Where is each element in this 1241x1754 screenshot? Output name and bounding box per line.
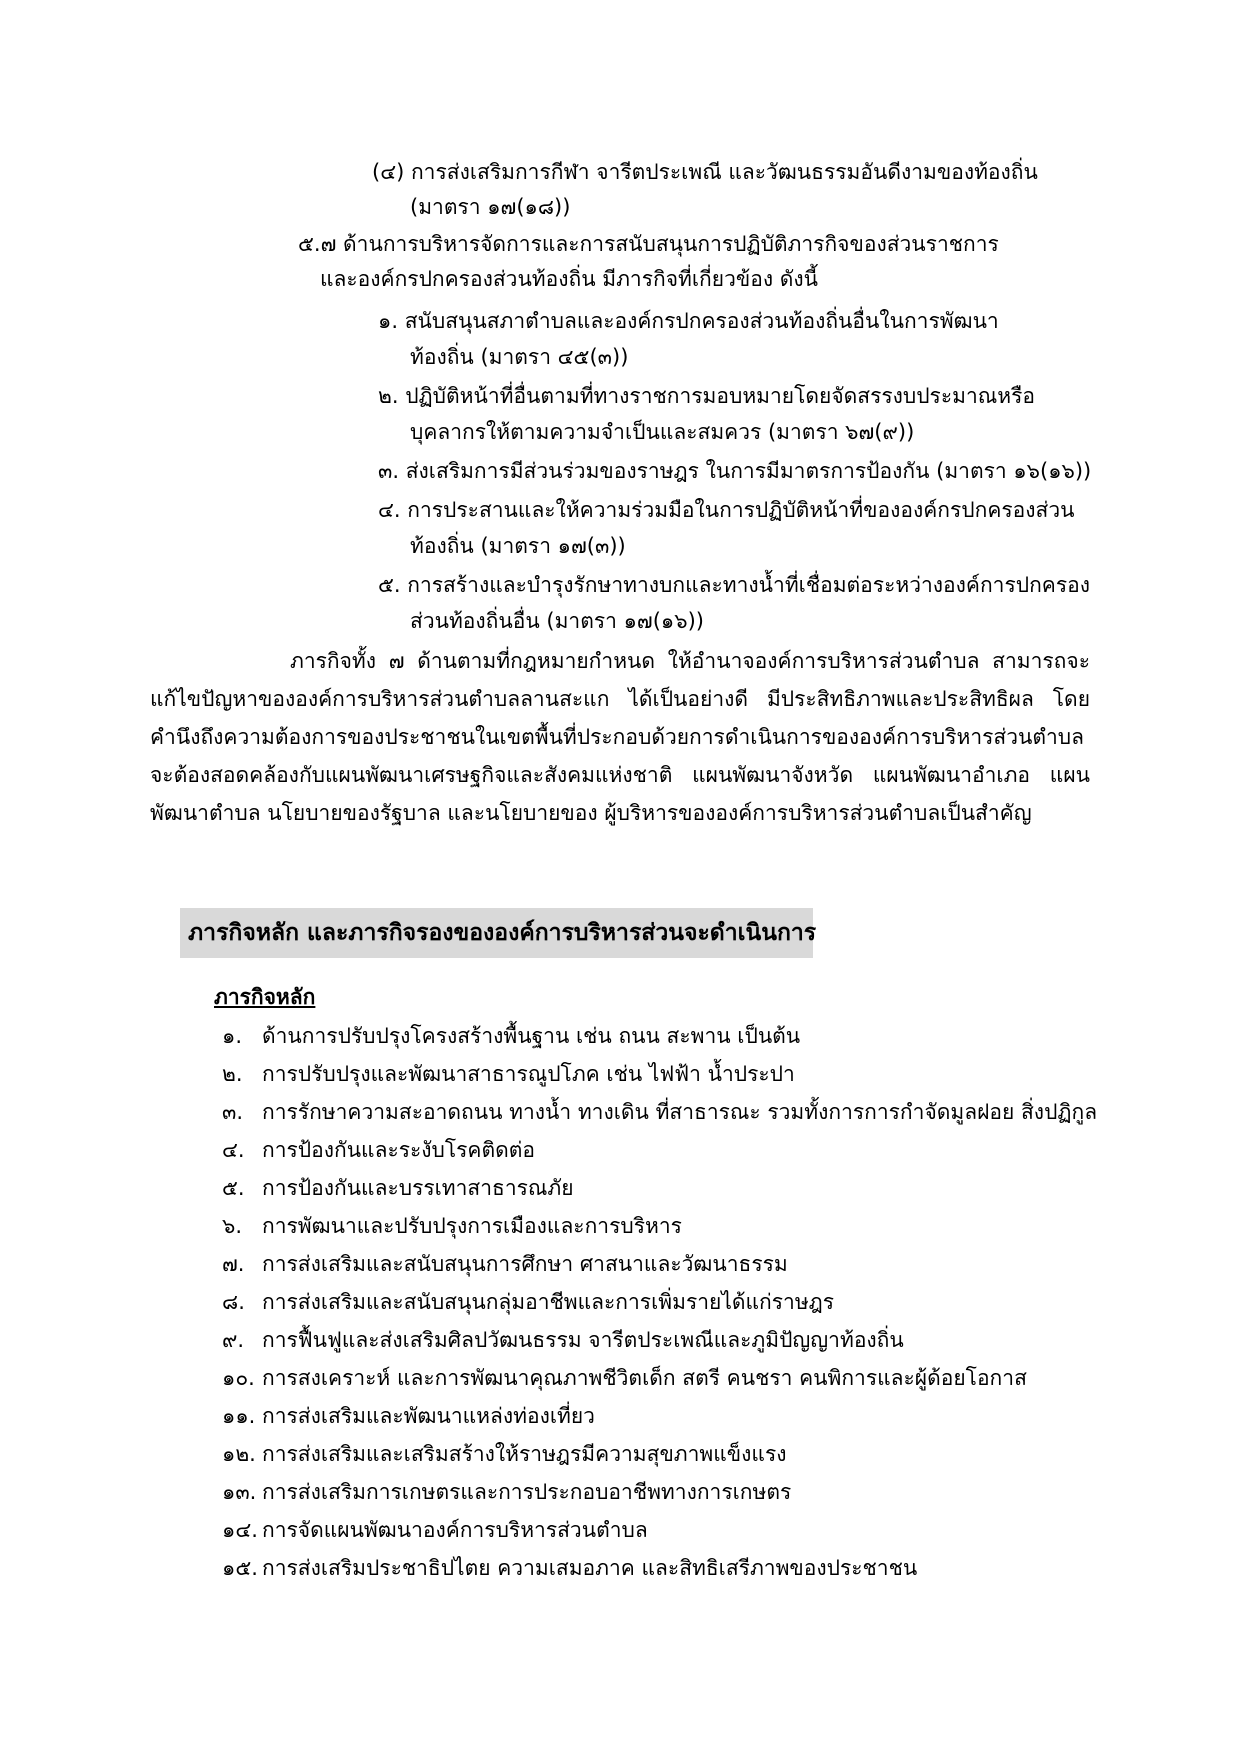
item-number: ๑๒. xyxy=(222,1442,256,1466)
section-5-7-line2: และองค์กรปกครองส่วนท้องถิ่น มีภารกิจที่เกี่ยวข้อง ดังนี้ xyxy=(320,267,819,291)
item-number: ๑. xyxy=(378,309,399,333)
list-item xyxy=(222,1249,788,1279)
item-text: การส่งเสริมประชาธิปไตย ความเสมอภาค และสิทธิเสรีภาพของประชาชน xyxy=(262,1556,918,1580)
section-5-7-item-5-line2: ส่วนท้องถิ่นอื่น (มาตรา ๑๗(๑๖)) xyxy=(410,609,704,633)
list-item xyxy=(222,1211,682,1241)
section-5-7-line1: ๕.๗ ด้านการบริหารจัดการและการสนับสนุนการปฏิบัติภารกิจของส่วนราชการ xyxy=(298,232,999,256)
list-item xyxy=(222,1477,791,1507)
item-number: ๘. xyxy=(222,1290,245,1314)
item-number: ๙. xyxy=(222,1328,245,1352)
list-item xyxy=(222,1097,1097,1127)
item-number: ๓. xyxy=(378,459,400,483)
item-text: การฟื้นฟูและส่งเสริมศิลปวัฒนธรรม จารีตประเพณีและภูมิปัญญาท้องถิ่น xyxy=(262,1328,904,1352)
item-number: ๑๑. xyxy=(222,1404,256,1428)
item-text: การสงเคราะห์ และการพัฒนาคุณภาพชีวิตเด็ก สตรี คนชรา คนพิการและผู้ด้อยโอกาส xyxy=(262,1366,1027,1390)
item-text: การส่งเสริมและพัฒนาแหล่งท่องเที่ยว xyxy=(262,1404,595,1428)
item-number: ๓. xyxy=(222,1100,244,1124)
item-text: การปรับปรุงและพัฒนาสาธารณูปโภค เช่น ไฟฟ้า น้ำประปา xyxy=(262,1062,795,1086)
item-text: การป้องกันและระงับโรคติดต่อ xyxy=(262,1138,536,1162)
item-number: ๒. xyxy=(222,1062,243,1086)
item-text: สนับสนุนสภาตำบลและองค์กรปกครองส่วนท้องถิ่นอื่นในการพัฒนา xyxy=(404,309,999,333)
list-item xyxy=(222,1135,535,1165)
item-number: (๔) xyxy=(372,160,405,184)
section-5-7-item-5-line1 xyxy=(378,570,1090,600)
section-heading: ภารกิจหลัก และภารกิจรองขององค์การบริหารส่วนจะดำเนินการ xyxy=(180,908,813,958)
continuation-item-4-line1 xyxy=(372,157,1038,187)
summary-paragraph xyxy=(150,642,1090,832)
item-number: ๒. xyxy=(378,384,399,408)
main-missions-title: ภารกิจหลัก xyxy=(214,985,316,1009)
item-text: ด้านการปรับปรุงโครงสร้างพื้นฐาน เช่น ถนน สะพาน เป็นต้น xyxy=(262,1024,801,1048)
list-item xyxy=(222,1553,917,1583)
list-item xyxy=(222,1325,904,1355)
list-item xyxy=(222,1515,648,1545)
item-number: ๔. xyxy=(378,498,401,522)
item-number: ๑๕. xyxy=(222,1556,258,1580)
item-text: การส่งเสริมการกีฬา จารีตประเพณี และวัฒนธรรมอันดีงามของท้องถิ่น xyxy=(410,160,1038,184)
item-text: การรักษาความสะอาดถนน ทางน้ำ ทางเดิน ที่สาธารณะ รวมทั้งการการกำจัดมูลฝอย สิ่งปฏิกูล xyxy=(262,1100,1098,1124)
item-number: ๔. xyxy=(222,1138,245,1162)
item-text: การส่งเสริมและเสริมสร้างให้ราษฎรมีความสุขภาพแข็งแรง xyxy=(262,1442,787,1466)
item-number: ๑๐. xyxy=(222,1366,255,1390)
list-item xyxy=(222,1363,1027,1393)
item-text: การพัฒนาและปรับปรุงการเมืองและการบริหาร xyxy=(262,1214,682,1238)
list-item xyxy=(222,1287,834,1317)
list-item xyxy=(222,1173,574,1203)
list-item xyxy=(222,1059,795,1089)
item-number: ๕. xyxy=(378,573,401,597)
item-text: การสร้างและบำรุงรักษาทางบกและทางน้ำที่เชื่อมต่อระหว่างองค์การปกครอง xyxy=(407,573,1090,597)
item-number: ๑๔. xyxy=(222,1518,258,1542)
item-text: การป้องกันและบรรเทาสาธารณภัย xyxy=(262,1176,574,1200)
item-text: ส่งเสริมการมีส่วนร่วมของราษฎร ในการมีมาตรการป้องกัน (มาตรา ๑๖(๑๖)) xyxy=(405,459,1092,483)
item-number: ๖. xyxy=(222,1214,243,1238)
section-5-7-item-1-line1 xyxy=(378,306,999,336)
item-number: ๗. xyxy=(222,1252,245,1276)
section-5-7-item-4-line2: ท้องถิ่น (มาตรา ๑๗(๓)) xyxy=(410,534,626,558)
item-text: การประสานและให้ความร่วมมือในการปฏิบัติหน้าที่ขององค์กรปกครองส่วน xyxy=(407,498,1075,522)
section-5-7-item-2-line2: บุคลากรให้ตามความจำเป็นและสมควร (มาตรา ๖๗(๙)) xyxy=(410,420,915,444)
section-5-7-item-4-line1 xyxy=(378,495,1075,525)
item-number: ๑๓. xyxy=(222,1480,257,1504)
continuation-item-4-line2: (มาตรา ๑๗(๑๘)) xyxy=(410,195,571,219)
item-text: การส่งเสริมการเกษตรและการประกอบอาชีพทางการเกษตร xyxy=(262,1480,792,1504)
item-text: การจัดแผนพัฒนาองค์การบริหารส่วนตำบล xyxy=(262,1518,648,1542)
list-item xyxy=(222,1439,787,1469)
section-5-7-item-1-line2: ท้องถิ่น (มาตรา ๔๕(๓)) xyxy=(410,345,629,369)
item-number: ๕. xyxy=(222,1176,245,1200)
list-item xyxy=(222,1401,595,1431)
item-text: ปฏิบัติหน้าที่อื่นตามที่ทางราชการมอบหมายโดยจัดสรรงบประมาณหรือ xyxy=(405,384,1035,408)
list-item xyxy=(222,1021,800,1051)
item-text: การส่งเสริมและสนับสนุนการศึกษา ศาสนาและวัฒนาธรรม xyxy=(262,1252,788,1276)
section-5-7-item-3-line1 xyxy=(378,456,1091,486)
item-text: การส่งเสริมและสนับสนุนกลุ่มอาชีพและการเพิ่มรายได้แก่ราษฎร xyxy=(262,1290,835,1314)
item-number: ๑. xyxy=(222,1024,243,1048)
summary-paragraph-text: ภารกิจทั้ง ๗ ด้านตามที่กฎหมายกำหนด ให้อำนาจองค์การบริหารส่วนตำบล สามารถจะแก้ไขปัญหาขององค์การบริหารส่วนตำบลลานสะแก ได้เป็นอย่างดี มีประสิทธิภาพและประสิทธิผล โดยคำนึงถึงความต้องการของประชาชนในเขตพื้นที่ประกอบด้วยการดำเนินการขององค์การบริหารส่วนตำบล จะต้องสอดคล้องกับแผนพัฒนาเศรษฐกิจและสังคมแห่งชาติ แผนพัฒนาจังหวัด แผนพัฒนาอำเภอ แผนพัฒนาตำบล นโยบายของรัฐบาล และนโยบายของ ผู้บริหารขององค์การบริหารส่วนตำบลเป็นสำคัญ xyxy=(150,649,1090,825)
section-5-7-item-2-line1 xyxy=(378,381,1035,411)
